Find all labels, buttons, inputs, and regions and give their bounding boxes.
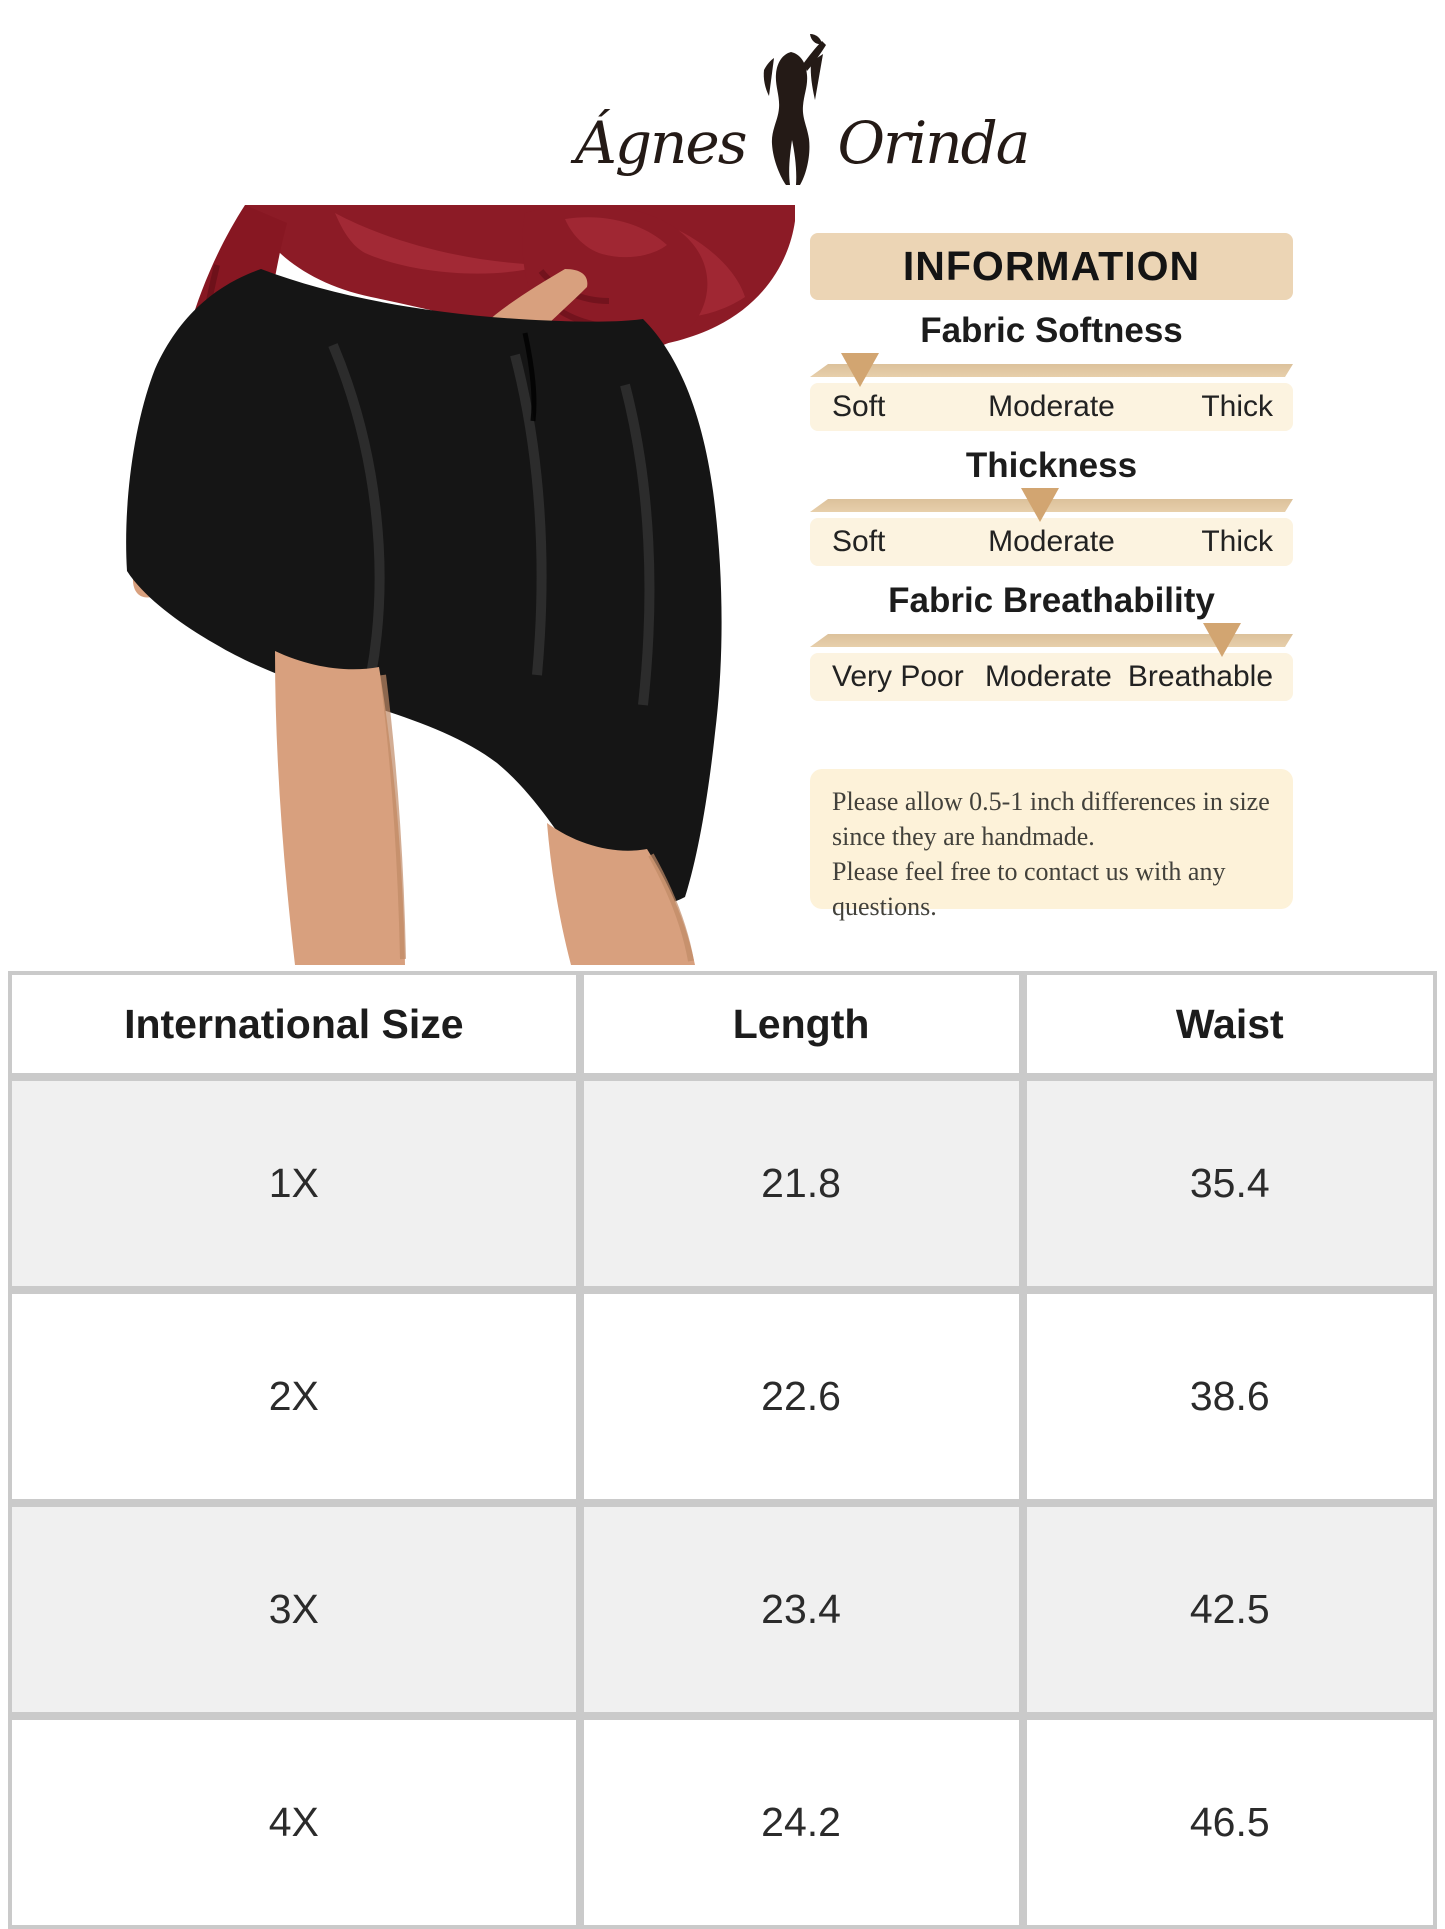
scale-labels	[810, 653, 1293, 701]
metric-scale	[810, 623, 1293, 653]
scale-label-low: Very Poor	[832, 660, 964, 693]
waist-cell: 35.4	[1023, 1077, 1437, 1290]
size-table-header-row	[8, 971, 1437, 1077]
scale-label-low: Soft	[832, 390, 886, 423]
size-cell: 3X	[8, 1503, 580, 1716]
waist-cell: 46.5	[1023, 1716, 1437, 1929]
handmade-note	[810, 769, 1293, 921]
information-title: INFORMATION	[810, 233, 1293, 300]
table-row	[8, 1716, 1437, 1929]
length-cell: 23.4	[580, 1503, 1023, 1716]
table-row	[8, 1503, 1437, 1716]
scale-label-mid: Moderate	[985, 660, 1112, 693]
note-line: since they are handmade.	[832, 822, 1095, 851]
scale-label-high: Breathable	[1127, 660, 1273, 693]
note-line: Please feel free to contact us with any questions.	[832, 857, 1226, 921]
brand-name-second: Orinda	[837, 109, 1029, 177]
metric-scale	[810, 488, 1293, 518]
table-row	[8, 1290, 1437, 1503]
scale-label-low: Soft	[832, 525, 886, 558]
size-cell: 4X	[8, 1716, 580, 1929]
model-illustration	[95, 205, 807, 965]
product-photo	[95, 205, 807, 965]
size-cell: 1X	[8, 1077, 580, 1290]
length-cell: 24.2	[580, 1716, 1023, 1929]
size-table	[8, 971, 1437, 1929]
scale-labels	[810, 383, 1293, 431]
length-cell: 22.6	[580, 1290, 1023, 1503]
metric-heading: Thickness	[965, 446, 1138, 485]
scale-labels	[810, 518, 1293, 566]
scale-bar	[810, 364, 1293, 377]
column-header-international-size: International Size	[8, 971, 580, 1077]
scale-label-high: Thick	[1201, 525, 1273, 558]
skirt-shape	[126, 269, 721, 906]
woman-silhouette-icon	[745, 34, 837, 186]
metric-scale	[810, 353, 1293, 383]
metric-thickness	[810, 444, 1293, 566]
note-line: Please allow 0.5-1 inch differences in size	[832, 787, 1270, 816]
column-header-waist: Waist	[1023, 971, 1437, 1077]
scale-indicator-arrow-icon	[841, 353, 879, 387]
table-row	[8, 1077, 1437, 1290]
column-header-length: Length	[580, 971, 1023, 1077]
scale-label-mid: Moderate	[988, 525, 1115, 558]
metric-fabric-softness	[810, 309, 1293, 431]
waist-cell: 38.6	[1023, 1290, 1437, 1503]
metric-fabric-breathability	[810, 579, 1293, 701]
scale-label-high: Thick	[1201, 390, 1273, 423]
metric-heading: Fabric Breathability	[888, 581, 1215, 620]
scale-label-mid: Moderate	[988, 390, 1115, 423]
size-cell: 2X	[8, 1290, 580, 1503]
length-cell: 21.8	[580, 1077, 1023, 1290]
brand-logo	[575, 28, 1028, 186]
waist-cell: 42.5	[1023, 1503, 1437, 1716]
scale-indicator-arrow-icon	[1021, 488, 1059, 522]
brand-name-first: Ágnes	[575, 109, 746, 177]
scale-indicator-arrow-icon	[1203, 623, 1241, 657]
metric-heading: Fabric Softness	[920, 311, 1183, 350]
information-panel	[810, 233, 1293, 921]
